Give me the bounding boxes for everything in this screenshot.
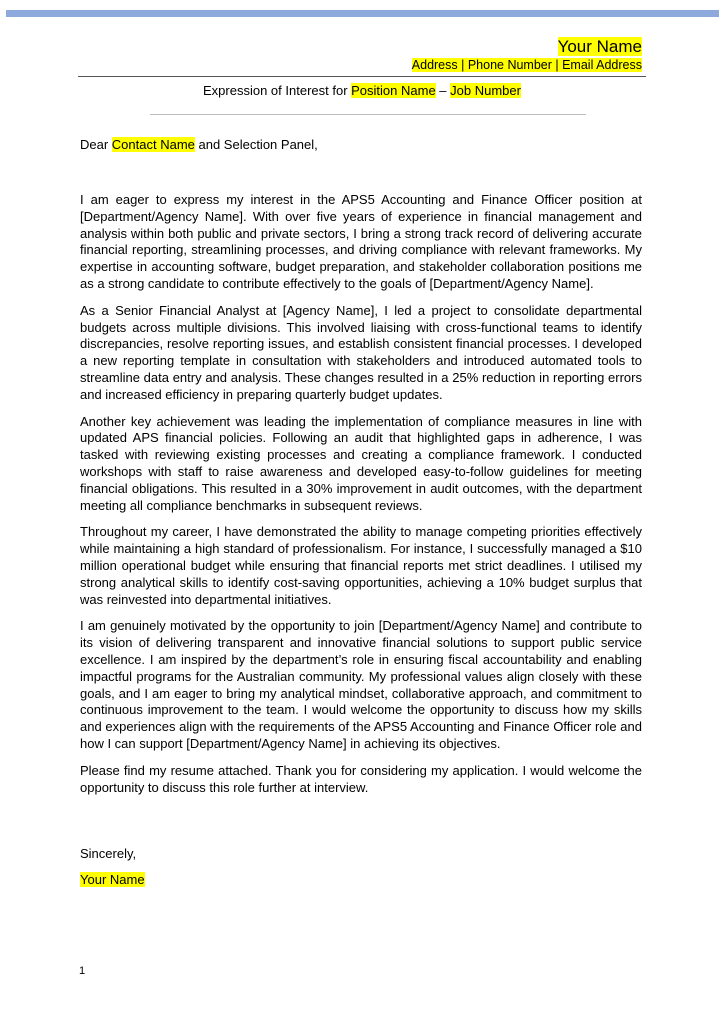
body-paragraph: I am eager to express my interest in the APS5 Accounting and Finance Officer position at [Department/Agency Name]. With over five years of experience in financial management and analysis within both public and private sectors, I bring a strong track record of delivering accurate financial reporting, streamlining processes, and driving compliance with relevant frameworks. My expertise in accounting software, budget preparation, and stakeholder collaboration positions me as a strong candidate to contribute effectively to the goals of [Department/Agency Name]. [80, 192, 642, 291]
letter-body [80, 192, 642, 806]
body-paragraph: Please find my resume attached. Thank you for considering my application. I would welcome the opportunity to discuss this role further at interview. [80, 762, 642, 795]
contact-details: Address | Phone Number | Email Address [411, 58, 642, 72]
page-number: 1 [79, 965, 86, 977]
closing: Sincerely, [80, 846, 137, 861]
job-number-placeholder: Job Number [450, 83, 521, 98]
position-name-placeholder: Position Name [351, 83, 436, 98]
body-paragraph: Throughout my career, I have demonstrated the ability to manage competing priorities effectively while maintaining a high standard of professionalism. For instance, I successfully managed a $10 million operational budget while ensuring that financial reports met strict deadlines. I utilised my strong analytical skills to identify cost-saving opportunities, achieving a 10% budget surplus that was reinvested into departmental initiatives. [80, 524, 642, 607]
top-accent-bar [6, 10, 719, 17]
subject-divider [150, 114, 586, 115]
applicant-name: Your Name [557, 37, 642, 56]
salutation: Dear Contact Name and Selection Panel, [80, 137, 318, 152]
signature-name: Your Name [80, 872, 145, 887]
body-paragraph: I am genuinely motivated by the opportunity to join [Department/Agency Name] and contribute to its vision of delivering transparent and innovative financial solutions to support public service excellence. I am inspired by the department’s role in ensuring fiscal accountability and enabling impactful programs for the Australian community. My professional values align closely with these goals, and I am eager to bring my analytical mindset, collaborative approach, and commitment to continuous improvement to the team. I would welcome the opportunity to discuss how my skills and experiences align with the requirements of the APS5 Accounting and Finance Officer role and how I can support [Department/Agency Name] in achieving its objectives. [80, 618, 642, 751]
contact-name-placeholder: Contact Name [111, 137, 195, 152]
body-paragraph: As a Senior Financial Analyst at [Agency Name], I led a project to consolidate departmental budgets across multiple divisions. This involved liaising with cross-functional teams to identify discrepancies, resolve reporting issues, and establish consistent financial processes. I developed a new reporting template in consultation with stakeholders and introduced automated tools to streamline data entry and analysis. These changes resulted in a 25% reduction in reporting errors and increased efficiency in preparing quarterly budget updates. [80, 302, 642, 402]
body-paragraph: Another key achievement was leading the implementation of compliance measures in line with updated APS financial policies. Following an audit that highlighted gaps in adherence, I was tasked with reviewing existing processes and creating a compliance framework. I conducted workshops with staff to raise awareness and developed easy-to-follow guidelines for meeting financial obligations. This resulted in a 30% improvement in audit outcomes, with the department meeting all compliance benchmarks in subsequent reviews. [80, 413, 642, 513]
header-divider [78, 76, 646, 77]
subject-line: Expression of Interest for Position Name – Job Number [203, 83, 521, 98]
